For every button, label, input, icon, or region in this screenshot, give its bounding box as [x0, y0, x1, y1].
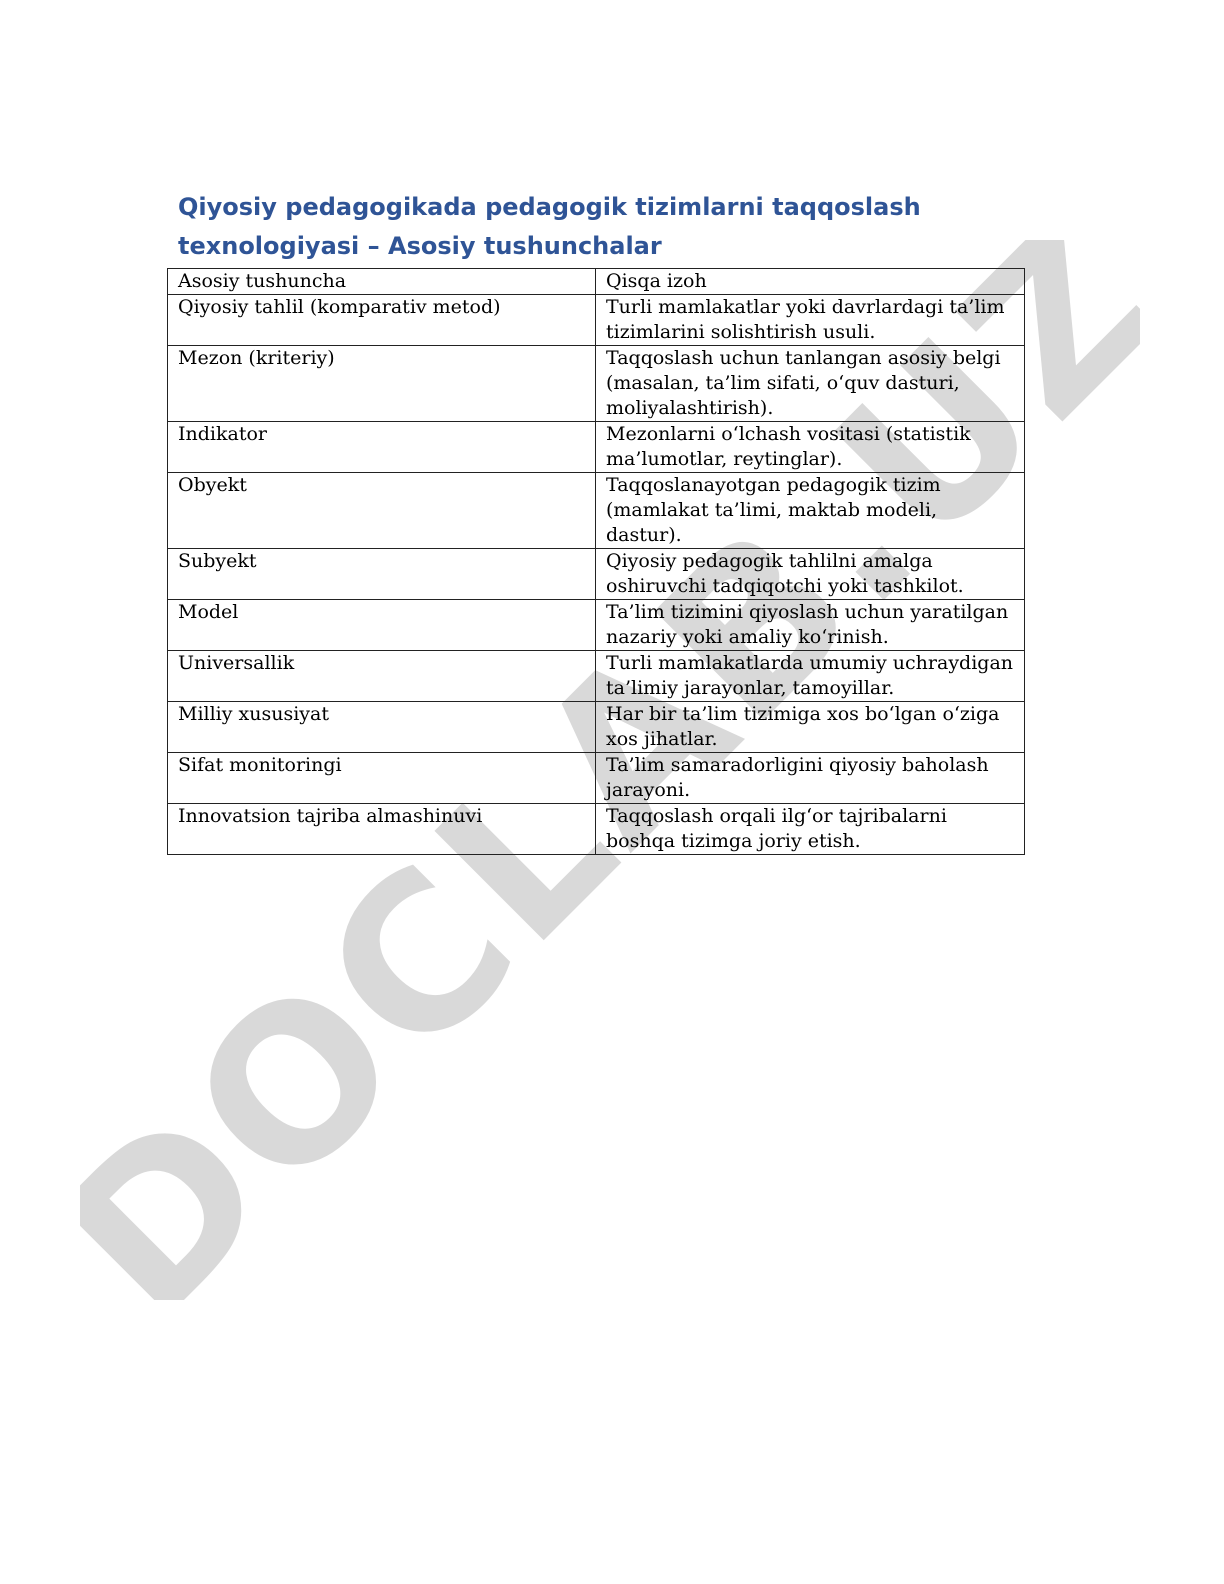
- description-cell: Qiyosiy pedagogik tahlilni amalga oshiruvchi tadqiqotchi yoki tashkilot.: [596, 549, 1025, 600]
- term-cell: Model: [168, 600, 596, 651]
- term-cell: Subyekt: [168, 549, 596, 600]
- table-row: [168, 422, 1025, 473]
- description-cell: Turli mamlakatlarda umumiy uchraydigan ta’limiy jarayonlar, tamoyillar.: [596, 651, 1025, 702]
- term-cell: Universallik: [168, 651, 596, 702]
- table-row: [168, 804, 1025, 855]
- table-row: [168, 473, 1025, 549]
- table-row: [168, 295, 1025, 346]
- term-cell: Indikator: [168, 422, 596, 473]
- table-row: [168, 549, 1025, 600]
- table-row: [168, 753, 1025, 804]
- description-cell: Har bir ta’lim tizimiga xos bo‘lgan o‘ziga xos jihatlar.: [596, 702, 1025, 753]
- term-cell: Mezon (kriteriy): [168, 346, 596, 422]
- description-cell: Taqqoslash orqali ilg‘or tajribalarni boshqa tizimga joriy etish.: [596, 804, 1025, 855]
- table-row: [168, 346, 1025, 422]
- term-cell: Obyekt: [168, 473, 596, 549]
- terms-table: [167, 268, 1025, 855]
- term-cell: Innovatsion tajriba almashinuvi: [168, 804, 596, 855]
- description-cell: Mezonlarni o‘lchash vositasi (statistik ma’lumotlar, reytinglar).: [596, 422, 1025, 473]
- term-cell: Sifat monitoringi: [168, 753, 596, 804]
- description-cell: Ta’lim tizimini qiyoslash uchun yaratilgan nazariy yoki amaliy ko‘rinish.: [596, 600, 1025, 651]
- table-row: [168, 651, 1025, 702]
- description-cell: Turli mamlakatlar yoki davrlardagi ta’lim tizimlarini solishtirish usuli.: [596, 295, 1025, 346]
- table-header-row: [168, 269, 1025, 295]
- term-cell: Qiyosiy tahlil (komparativ metod): [168, 295, 596, 346]
- description-cell: Ta’lim samaradorligini qiyosiy baholash jarayoni.: [596, 753, 1025, 804]
- table-row: [168, 600, 1025, 651]
- table-row: [168, 702, 1025, 753]
- header-cell-description: Qisqa izoh: [596, 269, 1025, 295]
- description-cell: Taqqoslanayotgan pedagogik tizim (mamlakat ta’limi, maktab modeli, dastur).: [596, 473, 1025, 549]
- term-cell: Milliy xususiyat: [168, 702, 596, 753]
- header-cell-term: Asosiy tushuncha: [168, 269, 596, 295]
- watermark-text: DOCLAB.UZ: [80, 240, 1140, 1300]
- description-cell: Taqqoslash uchun tanlangan asosiy belgi (masalan, ta’lim sifati, o‘quv dasturi, moliyalashtirish).: [596, 346, 1025, 422]
- document-title: Qiyosiy pedagogikada pedagogik tizimlarni taqqoslash texnologiyasi – Asosiy tushunchalar: [178, 193, 921, 260]
